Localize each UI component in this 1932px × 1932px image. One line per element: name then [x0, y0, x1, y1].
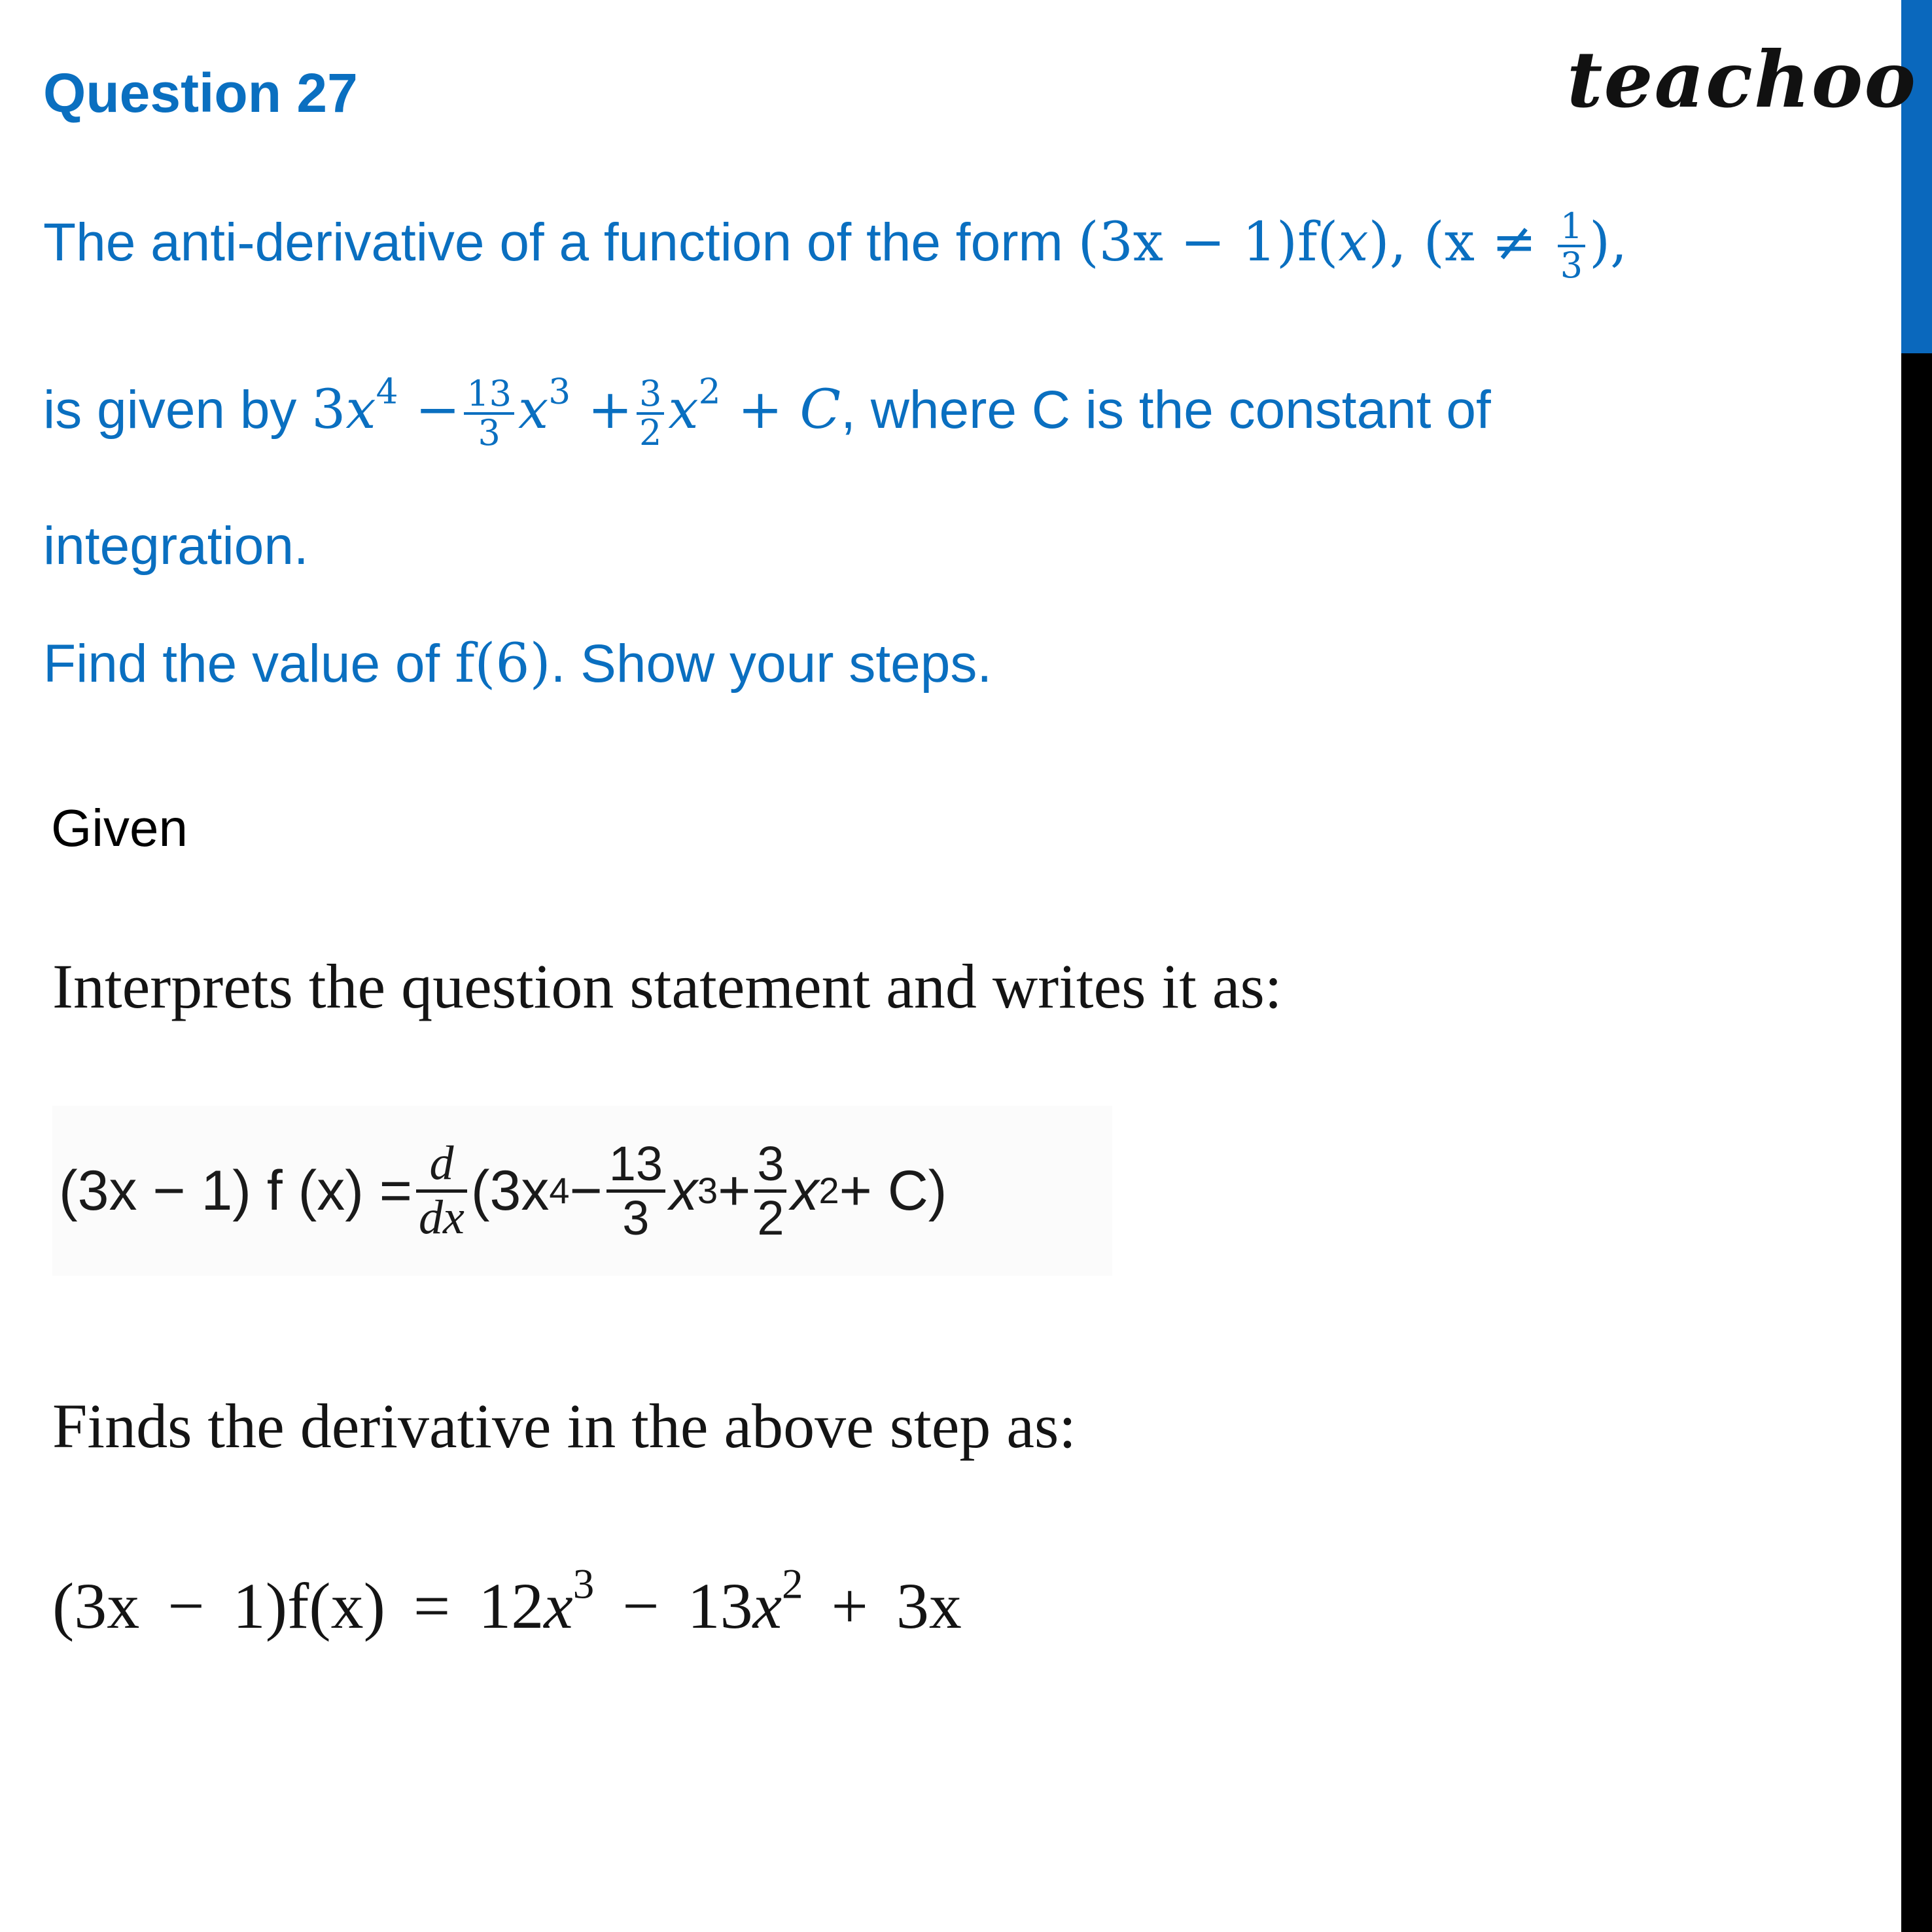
question-line-4: [43, 628, 992, 700]
derivative-operator: [416, 1138, 467, 1243]
math-form-close: ), (x ≠: [1368, 211, 1554, 273]
fraction-numerator: 1: [1558, 208, 1585, 248]
equation-var: x: [544, 1570, 573, 1642]
fraction-three-halves: [637, 372, 664, 454]
question-text: The anti-derivative of a function of the form: [43, 213, 1078, 272]
fraction-denominator: 2: [639, 412, 662, 454]
math-constant: C: [799, 379, 841, 441]
question-title: Question 27: [43, 62, 358, 124]
fraction-one-third: [1558, 205, 1585, 287]
given-label: Given: [51, 799, 188, 857]
equation-operator: −: [569, 1159, 603, 1222]
question-text: . Show your steps.: [550, 634, 992, 694]
fraction-thirteen-thirds: [464, 372, 514, 454]
question-line-2: [43, 371, 1491, 454]
math-exponent: 4: [376, 371, 398, 412]
fraction-numerator: 13: [606, 1138, 665, 1193]
equation-operator: +: [718, 1159, 751, 1222]
math-var: x: [345, 379, 376, 441]
exponent: 3: [572, 1560, 595, 1608]
fraction-denominator: 3: [478, 412, 501, 454]
fraction-three-halves: [754, 1138, 786, 1243]
fraction-thirteen-thirds: [606, 1138, 665, 1243]
fraction-denominator: dx: [419, 1190, 465, 1244]
question-line-3: integration.: [43, 516, 309, 576]
equation-end: + C): [839, 1159, 947, 1222]
question-text: Find the value of: [43, 634, 455, 694]
math-var: x: [1338, 211, 1369, 273]
fraction-numerator: 3: [754, 1138, 786, 1193]
math-exponent: 3: [548, 371, 571, 412]
equation-var: x: [669, 1159, 697, 1222]
math-form: (3x − 1)f(: [1078, 211, 1339, 273]
fraction-denominator: 2: [757, 1190, 784, 1245]
teachoo-logo: teachoo: [1567, 34, 1918, 125]
fraction-numerator: 13: [464, 376, 514, 415]
math-var: x: [518, 379, 549, 441]
question-line-1: [43, 207, 1627, 285]
fraction-denominator: 3: [622, 1190, 650, 1245]
exponent: 2: [781, 1560, 803, 1608]
equation-end: + 3x: [803, 1570, 962, 1642]
equation-var: x: [790, 1159, 819, 1222]
math-operator: +: [571, 379, 633, 441]
question-text: , where C is the constant of: [841, 380, 1491, 440]
math-end: ),: [1589, 211, 1628, 273]
math-coef: 3: [311, 379, 346, 441]
math-operator: +: [720, 379, 800, 441]
math-operator: −: [398, 379, 461, 441]
equation-lhs: (3x − 1) f (x) =: [59, 1159, 413, 1222]
step1-equation: (3x − 1) f (x) = $\frac{d}{dx}$ (3x 4 − $\frac{13}{3}$ x 3 + $\frac{3}{2}$ x 2 + C): [52, 1106, 1112, 1276]
equation-var: x: [752, 1570, 782, 1642]
math-var: x: [668, 379, 699, 441]
equation-part: − 13: [594, 1570, 753, 1642]
step1-heading: Interprets the question statement and writes it as:: [52, 951, 1282, 1021]
math-expression: f(6): [455, 633, 551, 695]
fraction-numerator: d: [416, 1138, 467, 1193]
fraction-numerator: 3: [637, 376, 664, 415]
question-text: is given by: [43, 380, 312, 440]
step2-heading: Finds the derivative in the above step as:: [52, 1391, 1076, 1461]
fraction-denominator: 3: [1560, 245, 1583, 287]
step2-equation: [52, 1560, 962, 1649]
equation-part: (3x: [470, 1159, 550, 1222]
equation-lhs: (3x − 1)f(x) = 12: [52, 1570, 544, 1642]
math-exponent: 2: [698, 371, 721, 412]
